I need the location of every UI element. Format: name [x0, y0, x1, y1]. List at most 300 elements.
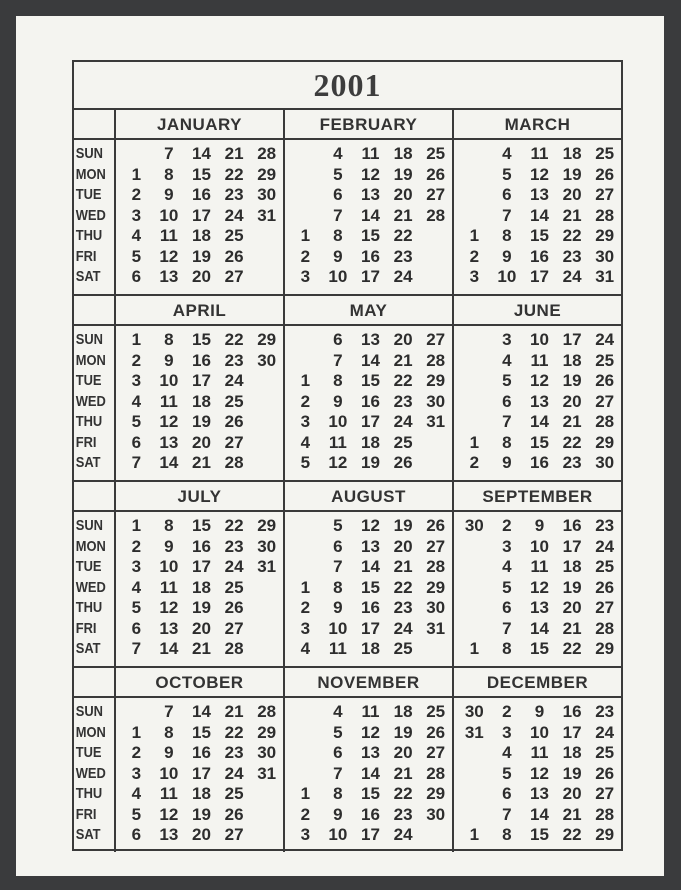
- day-number: 14: [159, 639, 179, 658]
- day-number: 8: [164, 516, 174, 535]
- day-number: [458, 578, 491, 599]
- month-days-grid: [285, 698, 452, 846]
- day-number: [458, 764, 491, 785]
- day-number: 28: [257, 702, 277, 721]
- week-column: [120, 144, 153, 288]
- day-number: 20: [562, 598, 582, 617]
- day-number: 24: [393, 267, 413, 286]
- day-number: 6: [131, 267, 142, 286]
- month-block: [116, 482, 283, 666]
- day-number: 9: [333, 804, 343, 824]
- day-number: 30: [257, 743, 277, 762]
- day-number: 7: [164, 702, 174, 721]
- month-block: [283, 296, 452, 480]
- day-number: [250, 371, 283, 392]
- day-number: 3: [502, 536, 512, 556]
- week-column: [419, 330, 452, 474]
- month-block: [283, 110, 452, 294]
- day-number: 24: [393, 618, 413, 638]
- day-name-label: FRI: [75, 619, 97, 637]
- day-number: 6: [502, 784, 512, 803]
- week-column: [120, 516, 153, 660]
- day-number: 16: [530, 246, 549, 266]
- day-number: 26: [595, 577, 615, 597]
- day-number: 8: [164, 164, 174, 184]
- month-block: [116, 668, 283, 852]
- day-number: 21: [393, 350, 413, 370]
- day-number: 25: [595, 557, 615, 576]
- day-number: 8: [333, 226, 343, 245]
- day-number: 29: [257, 330, 277, 349]
- week-column: [387, 144, 420, 288]
- day-number: [458, 743, 491, 764]
- day-number: 10: [159, 557, 179, 576]
- day-number: 16: [361, 598, 380, 617]
- day-number: 18: [192, 784, 211, 803]
- month-days-grid: [285, 512, 452, 660]
- day-number: 25: [595, 350, 615, 370]
- day-number: [458, 619, 491, 640]
- day-number: 2: [300, 246, 311, 266]
- day-number: 2: [300, 804, 311, 824]
- week-column: [218, 330, 251, 474]
- day-number: [289, 557, 322, 578]
- day-number: 8: [502, 825, 512, 844]
- day-number: 17: [192, 763, 211, 783]
- day-number: 24: [595, 722, 615, 742]
- day-number: [419, 639, 452, 660]
- day-names-list: [74, 512, 114, 660]
- day-name-label: SAT: [75, 640, 101, 657]
- day-number: 27: [224, 267, 244, 286]
- day-name-label: SAT: [75, 454, 101, 471]
- day-name-label: MON: [75, 537, 106, 555]
- day-number: 17: [530, 267, 549, 286]
- day-number: 27: [426, 185, 446, 204]
- day-number: 15: [530, 226, 549, 245]
- day-number: 11: [530, 350, 549, 370]
- day-number: 28: [595, 804, 615, 824]
- day-names-list: [74, 698, 114, 846]
- week-column: [419, 516, 452, 660]
- month-name: NOVEMBER: [285, 668, 452, 698]
- week-column: [250, 144, 283, 288]
- day-number: 6: [131, 618, 142, 638]
- month-block: [116, 110, 283, 294]
- day-number: 19: [393, 516, 413, 535]
- day-number: 28: [224, 453, 244, 472]
- day-number: [289, 743, 322, 764]
- day-number: 10: [328, 412, 348, 431]
- day-number: 20: [393, 185, 413, 204]
- day-number: 17: [562, 536, 582, 556]
- day-name-label: WED: [75, 392, 106, 410]
- day-number: 13: [361, 743, 380, 762]
- month-block: [452, 668, 621, 852]
- day-number: 22: [562, 226, 582, 245]
- day-number: [458, 412, 491, 433]
- day-number: 1: [469, 825, 480, 844]
- day-number: 4: [131, 784, 142, 803]
- day-number: 14: [192, 702, 211, 721]
- day-number: 5: [131, 804, 142, 824]
- day-number: 12: [530, 577, 549, 597]
- day-number: 23: [224, 536, 244, 556]
- day-number: [458, 537, 491, 558]
- day-number: 18: [192, 577, 211, 597]
- day-number: [458, 392, 491, 413]
- day-number: 10: [328, 267, 348, 286]
- week-column: [523, 144, 556, 288]
- day-number: 30: [464, 702, 484, 721]
- day-number: 28: [426, 557, 446, 576]
- week-column: [185, 330, 218, 474]
- month-days-grid: [454, 512, 621, 660]
- day-number: 23: [393, 246, 413, 266]
- day-number: 19: [562, 164, 582, 184]
- day-names-column: [74, 296, 116, 480]
- month-block: [452, 296, 621, 480]
- day-number: 18: [562, 557, 582, 576]
- day-number: 12: [159, 598, 179, 617]
- week-column: [250, 516, 283, 660]
- day-number: 20: [192, 432, 211, 452]
- week-column: [523, 516, 556, 660]
- week-column: [491, 702, 524, 846]
- day-number: [289, 206, 322, 227]
- day-number: 9: [164, 536, 174, 556]
- day-number: 23: [224, 185, 244, 204]
- day-number: 1: [300, 577, 311, 597]
- day-number: 15: [530, 432, 549, 452]
- day-number: 3: [300, 412, 311, 431]
- day-number: 2: [131, 185, 142, 204]
- day-number: 20: [393, 536, 413, 556]
- day-number: 23: [393, 804, 413, 824]
- month-days-grid: [454, 140, 621, 288]
- day-name-label: SUN: [75, 517, 103, 534]
- day-number: 10: [530, 330, 549, 349]
- day-number: 25: [426, 144, 446, 163]
- week-column: [354, 516, 387, 660]
- week-column: [458, 144, 491, 288]
- day-number: 26: [426, 516, 446, 535]
- month-name: SEPTEMBER: [454, 482, 621, 512]
- month-name: MAY: [285, 296, 452, 326]
- day-number: 12: [361, 164, 380, 184]
- day-number: 30: [426, 804, 446, 824]
- week-column: [218, 516, 251, 660]
- day-number: 25: [595, 144, 615, 163]
- day-number: 27: [426, 743, 446, 762]
- month-name: OCTOBER: [116, 668, 283, 698]
- day-names-column: [74, 110, 116, 294]
- month-name: MARCH: [454, 110, 621, 140]
- week-column: [387, 702, 420, 846]
- quarters-container: [74, 110, 621, 852]
- day-number: 13: [530, 598, 549, 617]
- week-column: [185, 144, 218, 288]
- day-number: 1: [300, 226, 311, 245]
- day-number: 14: [530, 804, 549, 824]
- day-number: 8: [502, 226, 512, 245]
- week-column: [185, 702, 218, 846]
- day-number: 2: [502, 516, 512, 535]
- day-number: 23: [562, 453, 582, 472]
- day-number: 11: [328, 639, 347, 658]
- day-number: 10: [497, 267, 517, 286]
- day-number: 20: [192, 618, 211, 638]
- day-number: 18: [562, 350, 582, 370]
- day-name-label: THU: [75, 599, 103, 616]
- week-column: [153, 144, 186, 288]
- day-name-label: SUN: [75, 703, 103, 720]
- quarter-row: [74, 294, 621, 480]
- day-number: 19: [562, 763, 582, 783]
- day-number: 22: [562, 825, 582, 844]
- week-column: [322, 144, 355, 288]
- day-number: 6: [502, 598, 512, 617]
- day-number: 23: [393, 391, 413, 411]
- day-number: 29: [595, 825, 615, 844]
- day-name-label: MON: [75, 165, 106, 183]
- day-number: 28: [595, 412, 615, 431]
- day-number: 4: [300, 639, 311, 658]
- day-number: 30: [426, 598, 446, 617]
- day-number: 6: [333, 536, 343, 556]
- day-number: 27: [224, 825, 244, 844]
- month-days-grid: [285, 140, 452, 288]
- day-number: 3: [131, 557, 142, 576]
- quarter-row: [74, 666, 621, 852]
- day-number: 29: [257, 722, 277, 742]
- day-number: 30: [595, 246, 615, 266]
- day-number: 26: [224, 412, 244, 431]
- quarter-row: [74, 110, 621, 294]
- month-name: FEBRUARY: [285, 110, 452, 140]
- day-number: 5: [502, 371, 512, 390]
- day-number: 9: [333, 246, 343, 266]
- day-number: 1: [300, 784, 311, 803]
- month-name: JUNE: [454, 296, 621, 326]
- day-number: 11: [159, 391, 178, 411]
- day-number: 3: [131, 205, 142, 225]
- day-number: [250, 412, 283, 433]
- week-column: [556, 330, 589, 474]
- day-number: 29: [595, 639, 615, 658]
- day-number: [419, 453, 452, 474]
- day-number: 24: [224, 557, 244, 576]
- day-number: 19: [393, 164, 413, 184]
- day-number: 15: [530, 825, 549, 844]
- day-number: 18: [393, 702, 413, 721]
- day-number: 26: [393, 453, 413, 472]
- day-number: 26: [426, 164, 446, 184]
- day-number: 9: [333, 598, 343, 617]
- day-number: 11: [530, 144, 549, 163]
- day-number: 5: [502, 577, 512, 597]
- day-number: 12: [361, 516, 380, 535]
- day-number: 7: [333, 205, 343, 225]
- week-column: [354, 144, 387, 288]
- day-number: 30: [257, 350, 277, 370]
- week-column: [588, 330, 621, 474]
- day-number: 17: [192, 371, 211, 390]
- day-number: 24: [224, 763, 244, 783]
- month-block: [283, 668, 452, 852]
- day-number: 1: [131, 330, 142, 349]
- day-number: [250, 639, 283, 660]
- day-number: 18: [562, 743, 582, 762]
- day-number: 1: [131, 722, 142, 742]
- week-column: [218, 702, 251, 846]
- day-number: 3: [300, 618, 311, 638]
- day-number: [289, 351, 322, 372]
- calendar-year: 2001: [74, 62, 621, 110]
- day-name-label: FRI: [75, 433, 97, 451]
- day-number: 30: [257, 185, 277, 204]
- day-number: 27: [595, 598, 615, 617]
- week-column: [185, 516, 218, 660]
- day-number: 21: [224, 702, 244, 721]
- day-number: 19: [192, 412, 211, 431]
- day-number: 14: [361, 350, 380, 370]
- day-number: 21: [393, 205, 413, 225]
- day-number: 12: [530, 371, 549, 390]
- month-days-grid: [116, 512, 283, 660]
- week-column: [419, 702, 452, 846]
- day-number: 5: [502, 763, 512, 783]
- day-number: 22: [562, 639, 582, 658]
- week-column: [387, 516, 420, 660]
- day-number: 25: [595, 743, 615, 762]
- day-number: 3: [131, 371, 142, 390]
- day-number: 20: [393, 330, 413, 349]
- day-number: 14: [361, 205, 380, 225]
- day-number: [250, 598, 283, 619]
- day-number: 16: [530, 453, 549, 472]
- day-number: 9: [164, 185, 174, 204]
- day-number: [289, 185, 322, 206]
- day-number: 21: [393, 763, 413, 783]
- week-column: [322, 330, 355, 474]
- day-number: 7: [502, 412, 512, 431]
- day-number: 9: [534, 702, 545, 721]
- day-number: 7: [131, 639, 142, 658]
- day-number: 15: [361, 226, 380, 245]
- day-name-label: SAT: [75, 826, 101, 843]
- day-number: 11: [328, 432, 347, 452]
- day-name-label: THU: [75, 413, 103, 430]
- day-number: 14: [192, 144, 211, 163]
- week-column: [458, 330, 491, 474]
- day-number: 28: [595, 618, 615, 638]
- day-number: 21: [562, 412, 582, 431]
- day-number: 14: [361, 557, 380, 576]
- day-number: 10: [159, 205, 179, 225]
- day-number: 2: [502, 702, 512, 721]
- day-number: 21: [192, 453, 211, 472]
- day-name-label: FRI: [75, 805, 97, 823]
- day-number: 26: [595, 371, 615, 390]
- day-number: 4: [333, 144, 343, 163]
- day-number: 30: [426, 391, 446, 411]
- day-number: 13: [159, 825, 179, 844]
- day-number: 7: [502, 804, 512, 824]
- day-number: 24: [393, 412, 413, 431]
- day-number: 3: [131, 763, 142, 783]
- day-number: 7: [131, 453, 142, 472]
- day-number: 2: [300, 598, 311, 617]
- day-names-column: [74, 482, 116, 666]
- day-number: 4: [300, 432, 311, 452]
- week-column: [458, 516, 491, 660]
- month-block: [452, 482, 621, 666]
- day-number: 3: [502, 330, 512, 349]
- day-number: [458, 784, 491, 805]
- day-number: 25: [224, 577, 244, 597]
- day-number: [289, 537, 322, 558]
- day-number: 30: [257, 536, 277, 556]
- day-number: 6: [333, 185, 343, 204]
- day-number: 12: [530, 164, 549, 184]
- day-number: [458, 805, 491, 826]
- day-number: 18: [562, 144, 582, 163]
- day-number: 28: [224, 639, 244, 658]
- day-number: 25: [393, 639, 413, 658]
- quarter-row: [74, 480, 621, 666]
- day-number: 13: [361, 185, 380, 204]
- day-number: 16: [361, 391, 380, 411]
- day-number: 2: [131, 743, 142, 762]
- day-number: 17: [192, 205, 211, 225]
- day-number: 11: [159, 784, 178, 803]
- day-number: 10: [530, 722, 549, 742]
- day-number: 5: [300, 453, 311, 472]
- day-number: 31: [426, 618, 446, 638]
- month-days-grid: [285, 326, 452, 474]
- day-number: 7: [333, 350, 343, 370]
- day-number: 15: [192, 164, 211, 184]
- day-number: 20: [192, 825, 211, 844]
- day-number: 22: [224, 330, 244, 349]
- day-number: 19: [361, 453, 380, 472]
- day-number: [250, 619, 283, 640]
- day-number: 1: [469, 226, 480, 245]
- day-number: 6: [131, 432, 142, 452]
- week-column: [491, 516, 524, 660]
- day-number: 17: [562, 722, 582, 742]
- day-number: 13: [530, 185, 549, 204]
- day-number: 31: [257, 557, 277, 576]
- day-number: [458, 165, 491, 186]
- week-column: [556, 702, 589, 846]
- day-number: 11: [530, 743, 549, 762]
- month-name: JANUARY: [116, 110, 283, 140]
- day-name-label: SUN: [75, 145, 103, 162]
- day-number: 22: [562, 432, 582, 452]
- day-number: 14: [530, 205, 549, 225]
- week-column: [523, 702, 556, 846]
- day-number: 6: [333, 330, 343, 349]
- day-number: [289, 165, 322, 186]
- week-column: [491, 330, 524, 474]
- day-number: 12: [159, 246, 179, 266]
- week-column: [419, 144, 452, 288]
- day-number: 1: [131, 164, 142, 184]
- day-number: 12: [530, 763, 549, 783]
- day-number: 5: [333, 516, 343, 535]
